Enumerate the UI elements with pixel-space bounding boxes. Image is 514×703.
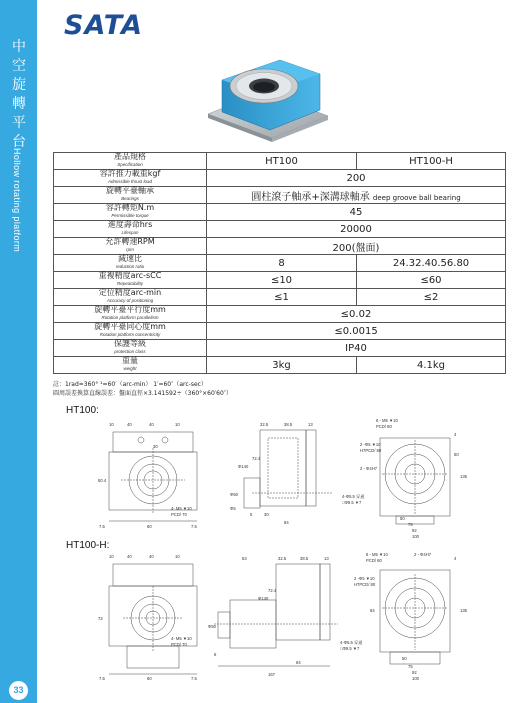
table-row: 旋轉平臺軸承 Bearings 圓柱滾子軸承+深溝球軸承 deep groove ball bearing xyxy=(54,187,506,204)
table-row: 保護等級 protection class IP40 xyxy=(54,340,506,357)
svg-text:4-Φ5.5 穿通: 4-Φ5.5 穿通 xyxy=(340,640,363,645)
svg-text:6 - M5 ▼10: 6 - M5 ▼10 xyxy=(366,552,388,557)
table-row: 容許轉矩N.m Permissible torque 45 xyxy=(54,204,506,221)
svg-text:10: 10 xyxy=(109,554,114,559)
table-cell: 3kg xyxy=(207,357,357,374)
svg-text:2 -Φ5 ▼10: 2 -Φ5 ▼10 xyxy=(354,576,375,581)
svg-text:7.5: 7.5 xyxy=(191,524,197,529)
svg-text:4: 4 xyxy=(454,432,457,437)
svg-text:72.4: 72.4 xyxy=(268,588,277,593)
ht100-top-view xyxy=(342,416,472,539)
ht100h-front-view xyxy=(95,552,205,682)
drawing-label-ht100: HT100: xyxy=(66,405,99,416)
svg-text:135: 135 xyxy=(460,608,467,613)
svg-text:Φ5: Φ5 xyxy=(230,506,236,511)
svg-text:100: 100 xyxy=(412,534,419,539)
svg-text:167: 167 xyxy=(268,672,275,677)
svg-text:40: 40 xyxy=(149,554,154,559)
svg-text:40: 40 xyxy=(149,422,154,427)
table-cell: ≤1 xyxy=(207,289,357,306)
svg-text:4-Φ5.5 穿通: 4-Φ5.5 穿通 xyxy=(342,494,365,499)
svg-text:10: 10 xyxy=(175,554,180,559)
svg-text:32.5: 32.5 xyxy=(278,556,287,561)
product-image xyxy=(200,52,335,148)
svg-text:30: 30 xyxy=(264,512,269,517)
table-cell: ≤60 xyxy=(357,272,506,289)
table-cell: ≤10 xyxy=(207,272,357,289)
svg-text:13: 13 xyxy=(308,422,313,427)
svg-text:75: 75 xyxy=(408,664,413,669)
page-number: 33 xyxy=(9,681,28,700)
sidebar xyxy=(0,0,37,703)
svg-text:2 -Φ5 ▼10: 2 -Φ5 ▼10 xyxy=(360,442,381,447)
table-cell: 200 xyxy=(207,170,506,187)
table-row: 容許推力載重kgf Admissible thrust load 200 xyxy=(54,170,506,187)
table-cell: ≤2 xyxy=(357,289,506,306)
table-row: 定位精度arc-min Accuracy of positioning ≤1 ≤2 xyxy=(54,289,506,306)
spec-table xyxy=(53,152,506,374)
svg-text:50: 50 xyxy=(454,452,459,457)
drawing-label-ht100h: HT100-H: xyxy=(66,540,110,551)
model-ht100: HT100 xyxy=(207,153,357,170)
svg-text:Φ50: Φ50 xyxy=(208,624,216,629)
table-row: 旋轉平臺同心度mm Rotation platform concentricity ≤0.0015 xyxy=(54,323,506,340)
svg-text:Φ140: Φ140 xyxy=(238,464,249,469)
ht100h-side-view xyxy=(208,552,348,687)
table-row: 進度壽命hrs Lifespan 20000 xyxy=(54,221,506,238)
table-row: 重複精度arc-sCC Repeatability ≤10 ≤60 xyxy=(54,272,506,289)
svg-text:38.5: 38.5 xyxy=(284,422,293,427)
table-cell: 200(盤面) xyxy=(207,238,506,255)
table-cell: 圓柱滾子軸承+深溝球軸承 deep groove ball bearing xyxy=(207,187,506,204)
svg-text:60: 60 xyxy=(147,676,152,681)
svg-text:135: 135 xyxy=(460,474,467,479)
svg-text:4: 4 xyxy=(454,556,457,561)
svg-text:10: 10 xyxy=(175,422,180,427)
table-row: 減速比 reduction ratio 8 24.32.40.56.80 xyxy=(54,255,506,272)
svg-text:4- M5 ▼10: 4- M5 ▼10 xyxy=(171,506,192,511)
table-cell: ≤0.0015 xyxy=(207,323,506,340)
svg-text:84: 84 xyxy=(370,608,375,613)
svg-text:40: 40 xyxy=(127,422,132,427)
svg-text:72: 72 xyxy=(98,616,103,621)
table-cell: IP40 xyxy=(207,340,506,357)
svg-text:30: 30 xyxy=(153,444,158,449)
svg-text:6: 6 xyxy=(214,652,217,657)
svg-text:84: 84 xyxy=(296,660,301,665)
svg-text:10: 10 xyxy=(109,422,114,427)
svg-text:□Φ9.5 ▼7: □Φ9.5 ▼7 xyxy=(340,646,360,651)
svg-text:13: 13 xyxy=(324,556,329,561)
svg-text:7.5: 7.5 xyxy=(99,676,105,681)
svg-text:38.5: 38.5 xyxy=(300,556,309,561)
svg-text:H7PCD/ 80: H7PCD/ 80 xyxy=(360,448,382,453)
ht100h-top-view xyxy=(340,552,472,684)
svg-text:50: 50 xyxy=(400,516,405,521)
svg-text:2 - Φ4H7: 2 - Φ4H7 xyxy=(360,466,378,471)
svg-text:PCD/ 70: PCD/ 70 xyxy=(171,642,187,647)
brand-logo: SATA xyxy=(64,10,143,41)
svg-text:PCD/ 80: PCD/ 80 xyxy=(376,424,392,429)
svg-text:4- M5 ▼10: 4- M5 ▼10 xyxy=(171,636,192,641)
svg-text:7.5: 7.5 xyxy=(99,524,105,529)
svg-text:□Φ9.5 ▼7: □Φ9.5 ▼7 xyxy=(342,500,362,505)
svg-text:75: 75 xyxy=(408,522,413,527)
svg-text:32.5: 32.5 xyxy=(260,422,269,427)
sidebar-title-cn: 中 空 旋 轉 平 台 xyxy=(12,39,26,150)
svg-text:72.4: 72.4 xyxy=(252,456,261,461)
svg-text:Φ50: Φ50 xyxy=(230,492,238,497)
table-cell: 45 xyxy=(207,204,506,221)
svg-text:84: 84 xyxy=(284,520,289,525)
table-row: 旋轉平臺平行度mm Rotation platform parallelism ≤0.02 xyxy=(54,306,506,323)
table-cell: 8 xyxy=(207,255,357,272)
svg-text:2 - Φ4H7: 2 - Φ4H7 xyxy=(414,552,432,557)
svg-text:60: 60 xyxy=(147,524,152,529)
svg-text:5: 5 xyxy=(250,512,253,517)
svg-text:92: 92 xyxy=(412,670,417,675)
table-row: 重量 weight 3kg 4.1kg xyxy=(54,357,506,374)
row-label: 產品規格 Specification xyxy=(54,153,207,170)
sidebar-title-en: Hollow rotating platform xyxy=(12,148,22,253)
table-cell: 4.1kg xyxy=(357,357,506,374)
table-row xyxy=(54,153,506,170)
ht100-front-view xyxy=(95,418,205,538)
svg-text:PCD/ 80: PCD/ 80 xyxy=(366,558,382,563)
svg-text:50: 50 xyxy=(402,656,407,661)
ht100-side-view xyxy=(222,418,342,528)
svg-text:7.5: 7.5 xyxy=(191,676,197,681)
svg-text:92: 92 xyxy=(412,528,417,533)
svg-text:63: 63 xyxy=(242,556,247,561)
table-cell: 24.32.40.56.80 xyxy=(357,255,506,272)
table-cell: 20000 xyxy=(207,221,506,238)
table-cell: ≤0.02 xyxy=(207,306,506,323)
svg-text:40: 40 xyxy=(127,554,132,559)
model-ht100h: HT100-H xyxy=(357,153,506,170)
table-row: 允許轉速RPM rpm 200(盤面) xyxy=(54,238,506,255)
conversion-notes: 註：1rad=360° ¹=60′（arc-min） 1′=60″（arc-sec） 圓周誤差換算直線誤差：盤面直徑×3.141592÷（360°×60′60″） xyxy=(53,381,233,397)
svg-text:6 - M5 ▼10: 6 - M5 ▼10 xyxy=(376,418,398,423)
svg-text:Φ140: Φ140 xyxy=(258,596,269,601)
svg-text:50.4: 50.4 xyxy=(98,478,107,483)
svg-text:H7PCD/ 80: H7PCD/ 80 xyxy=(354,582,376,587)
svg-text:100: 100 xyxy=(412,676,419,681)
svg-text:PCD/ 70: PCD/ 70 xyxy=(171,512,187,517)
